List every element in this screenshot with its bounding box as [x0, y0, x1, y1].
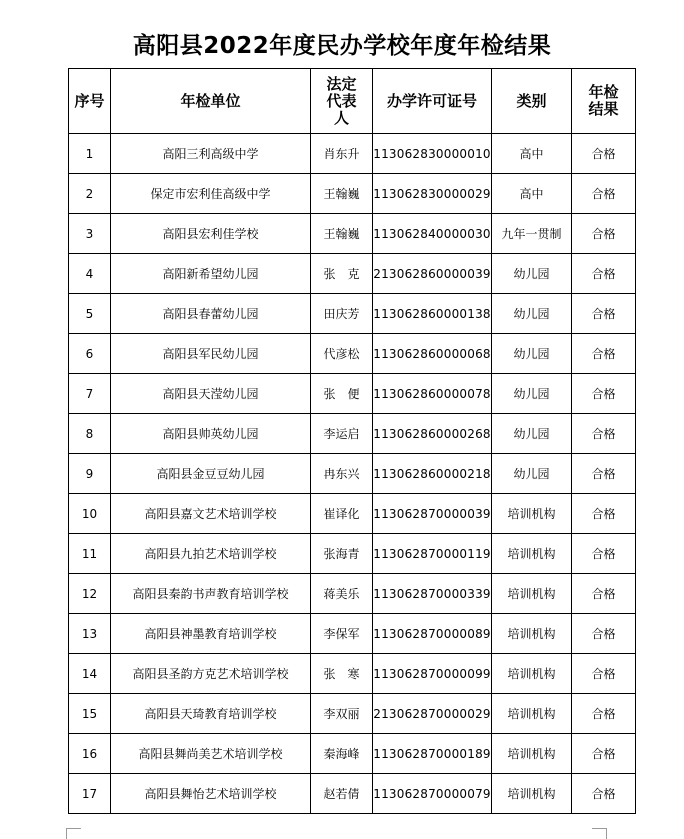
cell-category: 幼儿园 [492, 334, 572, 374]
cell-category: 培训机构 [492, 774, 572, 814]
cell-unit: 高阳县宏利佳学校 [111, 214, 311, 254]
cell-rep: 秦海峰 [311, 734, 373, 774]
cell-unit: 高阳县嘉文艺术培训学校 [111, 494, 311, 534]
cell-seq: 6 [69, 334, 111, 374]
cell-category: 幼儿园 [492, 254, 572, 294]
cell-category: 幼儿园 [492, 374, 572, 414]
cell-rep: 田庆芳 [311, 294, 373, 334]
cell-license: 113062870000189 [373, 734, 492, 774]
cell-result: 合格 [572, 134, 636, 174]
cell-seq: 3 [69, 214, 111, 254]
cell-unit: 高阳县圣韵方克艺术培训学校 [111, 654, 311, 694]
header-seq: 序号 [69, 69, 111, 134]
cell-seq: 17 [69, 774, 111, 814]
cell-seq: 15 [69, 694, 111, 734]
cell-result: 合格 [572, 534, 636, 574]
cell-unit: 高阳县天滢幼儿园 [111, 374, 311, 414]
cell-seq: 8 [69, 414, 111, 454]
table-row [69, 414, 636, 454]
cell-unit: 高阳县帅英幼儿园 [111, 414, 311, 454]
cell-rep: 李保军 [311, 614, 373, 654]
cell-result: 合格 [572, 414, 636, 454]
cell-rep: 王翰巍 [311, 174, 373, 214]
cell-unit: 高阳三利高级中学 [111, 134, 311, 174]
cell-rep: 张 便 [311, 374, 373, 414]
cell-unit: 高阳县舞尚美艺术培训学校 [111, 734, 311, 774]
cell-seq: 5 [69, 294, 111, 334]
cell-category: 高中 [492, 174, 572, 214]
table-row [69, 214, 636, 254]
cell-license: 113062870000079 [373, 774, 492, 814]
table-row [69, 134, 636, 174]
cell-result: 合格 [572, 334, 636, 374]
cell-license: 113062830000029 [373, 174, 492, 214]
cell-category: 培训机构 [492, 534, 572, 574]
cell-unit: 高阳县舞怡艺术培训学校 [111, 774, 311, 814]
header-unit: 年检单位 [111, 69, 311, 134]
cell-license: 113062860000068 [373, 334, 492, 374]
cell-category: 培训机构 [492, 614, 572, 654]
cell-rep: 冉东兴 [311, 454, 373, 494]
header-row [69, 69, 636, 134]
cell-unit: 高阳县军民幼儿园 [111, 334, 311, 374]
cell-license: 213062870000029 [373, 694, 492, 734]
cell-unit: 高阳新希望幼儿园 [111, 254, 311, 294]
cell-result: 合格 [572, 574, 636, 614]
results-table [68, 68, 636, 814]
table-row [69, 654, 636, 694]
cell-result: 合格 [572, 614, 636, 654]
table-row [69, 174, 636, 214]
cell-category: 幼儿园 [492, 454, 572, 494]
cell-seq: 16 [69, 734, 111, 774]
cell-unit: 高阳县九拍艺术培训学校 [111, 534, 311, 574]
cell-unit: 高阳县神墨教育培训学校 [111, 614, 311, 654]
table-row [69, 334, 636, 374]
cell-result: 合格 [572, 654, 636, 694]
table-row [69, 294, 636, 334]
cell-license: 113062870000339 [373, 574, 492, 614]
cell-unit: 高阳县春蕾幼儿园 [111, 294, 311, 334]
cell-result: 合格 [572, 294, 636, 334]
cell-category: 培训机构 [492, 494, 572, 534]
cell-rep: 崔译化 [311, 494, 373, 534]
cell-license: 113062870000099 [373, 654, 492, 694]
cell-unit: 保定市宏利佳高级中学 [111, 174, 311, 214]
cell-seq: 10 [69, 494, 111, 534]
cell-license: 113062860000138 [373, 294, 492, 334]
cell-unit: 高阳县天琦教育培训学校 [111, 694, 311, 734]
cell-category: 幼儿园 [492, 294, 572, 334]
cell-rep: 张 克 [311, 254, 373, 294]
page-corner-mark-left [66, 828, 81, 839]
cell-license: 113062860000218 [373, 454, 492, 494]
cell-license: 113062870000119 [373, 534, 492, 574]
cell-result: 合格 [572, 454, 636, 494]
cell-license: 113062870000039 [373, 494, 492, 534]
cell-result: 合格 [572, 174, 636, 214]
cell-category: 高中 [492, 134, 572, 174]
cell-result: 合格 [572, 774, 636, 814]
cell-rep: 赵若倩 [311, 774, 373, 814]
cell-rep: 肖东升 [311, 134, 373, 174]
cell-seq: 7 [69, 374, 111, 414]
cell-license: 113062870000089 [373, 614, 492, 654]
cell-seq: 11 [69, 534, 111, 574]
cell-seq: 12 [69, 574, 111, 614]
table-row [69, 454, 636, 494]
cell-license: 113062860000268 [373, 414, 492, 454]
cell-result: 合格 [572, 494, 636, 534]
table-row [69, 254, 636, 294]
cell-rep: 李运启 [311, 414, 373, 454]
cell-rep: 王翰巍 [311, 214, 373, 254]
table-row [69, 494, 636, 534]
cell-license: 113062860000078 [373, 374, 492, 414]
cell-category: 幼儿园 [492, 414, 572, 454]
cell-rep: 李双丽 [311, 694, 373, 734]
page-title: 高阳县2022年度民办学校年度年检结果 [132, 33, 552, 59]
cell-unit: 高阳县金豆豆幼儿园 [111, 454, 311, 494]
cell-license: 113062840000030 [373, 214, 492, 254]
cell-seq: 13 [69, 614, 111, 654]
cell-seq: 2 [69, 174, 111, 214]
cell-category: 九年一贯制 [492, 214, 572, 254]
cell-seq: 9 [69, 454, 111, 494]
cell-rep: 张海青 [311, 534, 373, 574]
cell-license: 213062860000039 [373, 254, 492, 294]
cell-result: 合格 [572, 214, 636, 254]
table-row [69, 734, 636, 774]
page-corner-mark-right [592, 828, 607, 839]
cell-seq: 1 [69, 134, 111, 174]
table-row [69, 534, 636, 574]
cell-rep: 代彦松 [311, 334, 373, 374]
table-row [69, 614, 636, 654]
table-row [69, 694, 636, 734]
cell-category: 培训机构 [492, 574, 572, 614]
cell-category: 培训机构 [492, 694, 572, 734]
cell-rep: 蒋美乐 [311, 574, 373, 614]
header-license: 办学许可证号 [373, 69, 492, 134]
cell-category: 培训机构 [492, 734, 572, 774]
header-result: 年检结果 [572, 69, 636, 134]
cell-seq: 4 [69, 254, 111, 294]
header-category: 类别 [492, 69, 572, 134]
cell-result: 合格 [572, 734, 636, 774]
cell-result: 合格 [572, 694, 636, 734]
cell-license: 113062830000010 [373, 134, 492, 174]
table-row [69, 774, 636, 814]
cell-unit: 高阳县秦韵书声教育培训学校 [111, 574, 311, 614]
header-rep: 法定代表人 [311, 69, 373, 134]
cell-seq: 14 [69, 654, 111, 694]
table-row [69, 374, 636, 414]
cell-rep: 张 寒 [311, 654, 373, 694]
cell-result: 合格 [572, 374, 636, 414]
table-row [69, 574, 636, 614]
cell-category: 培训机构 [492, 654, 572, 694]
cell-result: 合格 [572, 254, 636, 294]
